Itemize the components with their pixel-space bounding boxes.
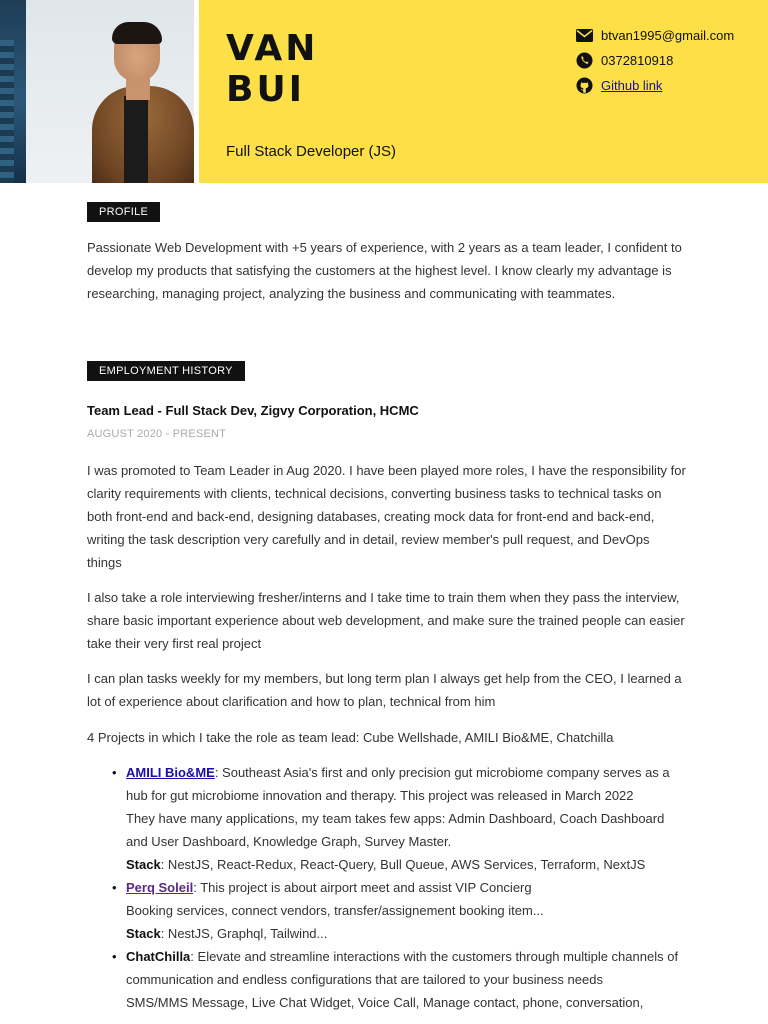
photo-shirt	[124, 96, 148, 183]
job-role: Full Stack Developer (JS)	[226, 143, 397, 160]
contact-email	[575, 23, 734, 48]
job-paragraph-1: I was promoted to Team Leader in Aug 2020. I have been played more roles, I have the responsibility for clarity requirements with clients, technical decisions, converting business tasks to technical tasks on both front-end and back-end, designing databases, creating mock data for front-end and back-end, writing the task description very carefully and in detail, review member's pull request, and DevOps things	[87, 463, 686, 570]
list-item	[112, 761, 686, 876]
project-stack: : NestJS, Graphql, Tailwind...	[160, 926, 328, 941]
project-desc: : Elevate and streamline interactions with the customers through multiple channels of communication and endless configurations that are tailored to your business needs	[126, 949, 679, 987]
contact-phone	[575, 48, 734, 73]
job-dates: AUGUST 2020 - PRESENT	[87, 428, 227, 440]
email-text[interactable]: btvan1995@gmail.com	[601, 28, 735, 43]
stack-label: Stack	[126, 857, 161, 872]
bullet-icon: •	[112, 765, 117, 780]
full-name	[226, 28, 318, 110]
profile-text: Passionate Web Development with +5 years of experience, with 2 years as a team leader, I confident to develop my products that satisfying the customers at the highest level. I know clearly my advantage is researching, managing project, analyzing the business and communicating with teammates.	[87, 240, 682, 301]
project-link-perq[interactable]: Perq Soleil	[126, 880, 194, 895]
resume-header	[0, 0, 768, 183]
phone-icon	[575, 53, 593, 69]
job-paragraph-4: 4 Projects in which I take the role as team lead: Cube Wellshade, AMILI Bio&ME, Chatchilla	[87, 730, 614, 745]
bullet-icon: •	[112, 949, 117, 964]
project-stack: : NestJS, React-Redux, React-Query, Bull Queue, AWS Services, Terraform, NextJS	[160, 857, 646, 872]
envelope-icon	[575, 28, 593, 44]
bullet-icon: •	[112, 880, 117, 895]
employment-section-label: EMPLOYMENT HISTORY	[87, 361, 245, 381]
project-extra: They have many applications, my team takes few apps: Admin Dashboard, Coach Dashboard and User Dashboard, Knowledge Graph, Survey Master.	[126, 811, 665, 849]
project-name-chatchilla: ChatChilla	[126, 949, 191, 964]
project-list	[112, 761, 686, 1014]
list-item	[112, 945, 686, 1014]
phone-text[interactable]: 0372810918	[601, 53, 674, 68]
first-name: VAN	[226, 28, 319, 69]
github-icon	[575, 78, 593, 94]
project-desc: : Southeast Asia's first and only precision gut microbiome company serves as a hub for gut microbiome innovation and therapy. This project was released in March 2022	[126, 765, 670, 803]
profile-section-label: PROFILE	[87, 202, 160, 222]
github-link[interactable]: Github link	[601, 78, 663, 93]
job-paragraph-2: I also take a role interviewing fresher/interns and I take time to train them when they pass the interview, share basic important experience about web development, and make sure the trained people can easier take their very first real project	[87, 590, 685, 651]
project-extra: Booking services, connect vendors, transfer/assignement booking item...	[126, 903, 544, 918]
photo-building-windows	[0, 40, 14, 183]
last-name: BUI	[226, 69, 306, 110]
project-desc: : This project is about airport meet and assist VIP Concierg	[193, 880, 532, 895]
project-link-amili[interactable]: AMILI Bio&ME	[126, 765, 215, 780]
contact-github	[575, 73, 734, 98]
profile-photo	[0, 0, 194, 183]
list-item	[112, 876, 686, 945]
job-paragraph-3: I can plan tasks weekly for my members, but long term plan I always get help from the CEO, I learned a lot of experience about clarification and how to plan, technical from him	[87, 671, 682, 709]
photo-hair	[112, 22, 162, 44]
project-extra: SMS/MMS Message, Live Chat Widget, Voice Call, Manage contact, phone, conversation,	[126, 995, 644, 1010]
job-title: Team Lead - Full Stack Dev, Zigvy Corporation, HCMC	[87, 403, 419, 418]
stack-label: Stack	[126, 926, 161, 941]
contact-list	[575, 23, 734, 98]
